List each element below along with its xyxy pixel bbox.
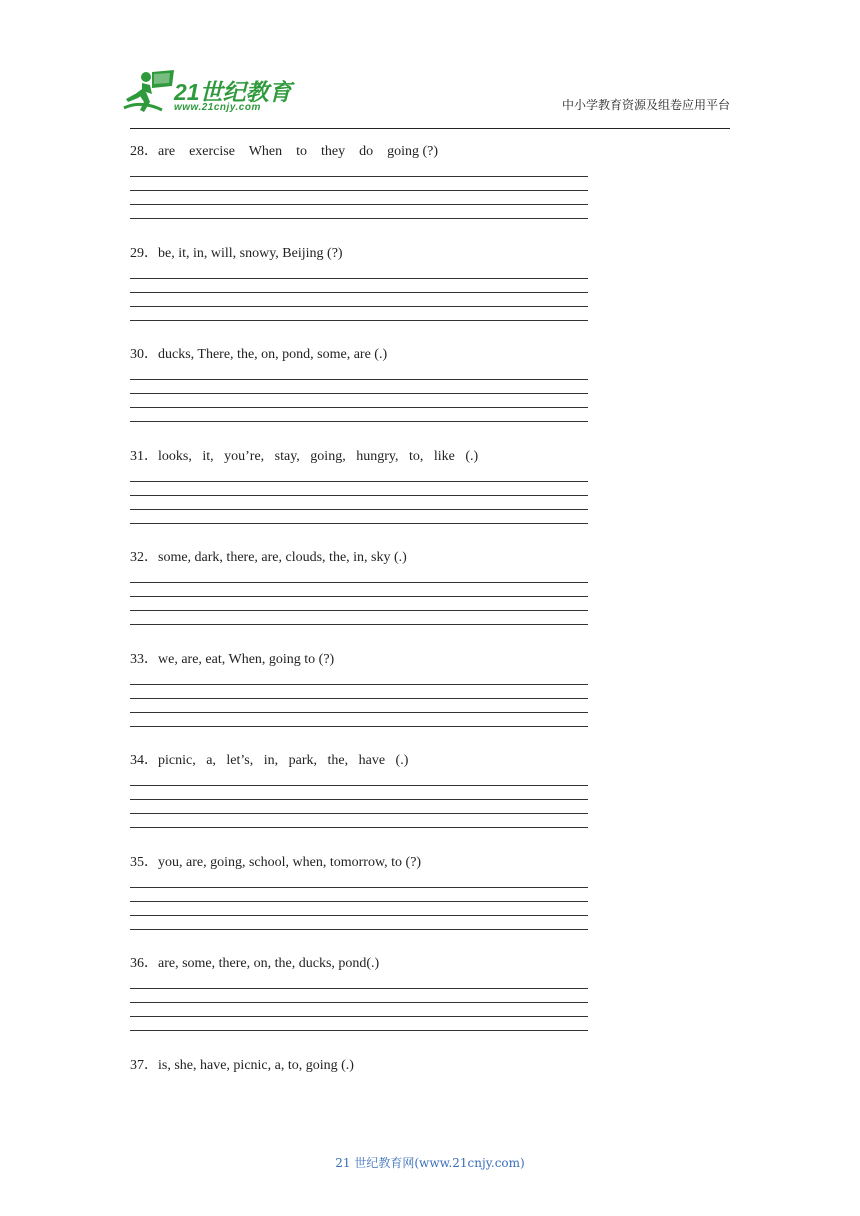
question-number: 37． xyxy=(130,1057,158,1073)
answer-line[interactable] xyxy=(130,582,588,583)
answer-line[interactable] xyxy=(130,379,588,380)
answer-line[interactable] xyxy=(130,887,588,888)
answer-line[interactable] xyxy=(130,176,588,177)
question-28 xyxy=(130,140,590,242)
question-list xyxy=(130,140,590,1155)
question-prompt xyxy=(130,546,407,566)
question-words: are exercise When to they do going (?) xyxy=(158,144,439,159)
answer-line[interactable] xyxy=(130,988,588,989)
answer-line[interactable] xyxy=(130,901,588,902)
answer-line[interactable] xyxy=(130,813,588,814)
page-header xyxy=(0,0,860,132)
answer-line[interactable] xyxy=(130,684,588,685)
question-number: 31． xyxy=(130,448,158,464)
question-number: 36． xyxy=(130,956,158,971)
answer-line[interactable] xyxy=(130,624,588,625)
question-number: 34． xyxy=(130,753,158,768)
question-words: ducks, There, the, on, pond, some, are (.) xyxy=(158,347,388,362)
question-prompt xyxy=(130,749,408,769)
logo-title: 21世纪教育 xyxy=(174,79,292,105)
answer-line[interactable] xyxy=(130,278,588,279)
answer-line[interactable] xyxy=(130,1016,588,1017)
question-number: 30． xyxy=(130,347,158,362)
question-number: 29． xyxy=(130,245,158,261)
answer-line[interactable] xyxy=(130,596,588,597)
answer-line[interactable] xyxy=(130,726,588,727)
answer-line[interactable] xyxy=(130,929,588,930)
header-divider xyxy=(130,128,730,129)
answer-line[interactable] xyxy=(130,320,588,321)
question-words: looks, it, you’re, stay, going, hungry, to, like (.) xyxy=(158,448,479,464)
answer-line[interactable] xyxy=(130,799,588,800)
question-words: be, it, in, will, snowy, Beijing (?) xyxy=(158,245,343,261)
answer-line[interactable] xyxy=(130,407,588,408)
question-33 xyxy=(130,648,590,750)
question-prompt xyxy=(130,1054,354,1074)
answer-line[interactable] xyxy=(130,1002,588,1003)
question-words: some, dark, there, are, clouds, the, in, sky (.) xyxy=(158,550,407,565)
answer-line[interactable] xyxy=(130,393,588,394)
question-30 xyxy=(130,343,590,445)
question-words: is, she, have, picnic, a, to, going (.) xyxy=(158,1057,354,1073)
question-37 xyxy=(130,1054,590,1156)
answer-line[interactable] xyxy=(130,915,588,916)
question-number: 33． xyxy=(130,651,158,667)
answer-line[interactable] xyxy=(130,1030,588,1031)
question-36 xyxy=(130,952,590,1054)
question-prompt xyxy=(130,242,343,262)
question-number: 35． xyxy=(130,854,158,870)
question-32 xyxy=(130,546,590,648)
question-prompt xyxy=(130,648,334,668)
question-34 xyxy=(130,749,590,851)
question-prompt xyxy=(130,851,421,871)
question-29 xyxy=(130,242,590,344)
platform-title: 中小学教育资源及组卷应用平台 xyxy=(561,98,730,112)
answer-line[interactable] xyxy=(130,712,588,713)
answer-line[interactable] xyxy=(130,698,588,699)
question-prompt xyxy=(130,445,478,465)
question-31 xyxy=(130,445,590,547)
answer-line[interactable] xyxy=(130,481,588,482)
answer-line[interactable] xyxy=(130,495,588,496)
answer-line[interactable] xyxy=(130,827,588,828)
question-words: picnic, a, let’s, in, park, the, have (.) xyxy=(158,753,409,768)
question-35 xyxy=(130,851,590,953)
answer-line[interactable] xyxy=(130,523,588,524)
answer-line[interactable] xyxy=(130,421,588,422)
question-number: 32． xyxy=(130,550,158,565)
question-number: 28． xyxy=(130,144,158,159)
question-words: we, are, eat, When, going to (?) xyxy=(158,651,335,667)
question-prompt xyxy=(130,952,379,972)
question-prompt xyxy=(130,140,438,160)
answer-line[interactable] xyxy=(130,204,588,205)
answer-line[interactable] xyxy=(130,610,588,611)
question-words: are, some, there, on, the, ducks, pond(.) xyxy=(158,956,380,971)
answer-line[interactable] xyxy=(130,306,588,307)
runner-flag-icon xyxy=(122,68,178,114)
logo xyxy=(122,68,292,118)
answer-line[interactable] xyxy=(130,785,588,786)
answer-line[interactable] xyxy=(130,292,588,293)
question-words: you, are, going, school, when, tomorrow, to (?) xyxy=(158,854,422,870)
logo-url: www.21cnjy.com xyxy=(174,102,261,113)
page-footer: 21 世纪教育网(www.21cnjy.com) xyxy=(335,1156,525,1170)
question-prompt xyxy=(130,343,387,363)
answer-line[interactable] xyxy=(130,218,588,219)
answer-line[interactable] xyxy=(130,509,588,510)
answer-line[interactable] xyxy=(130,190,588,191)
